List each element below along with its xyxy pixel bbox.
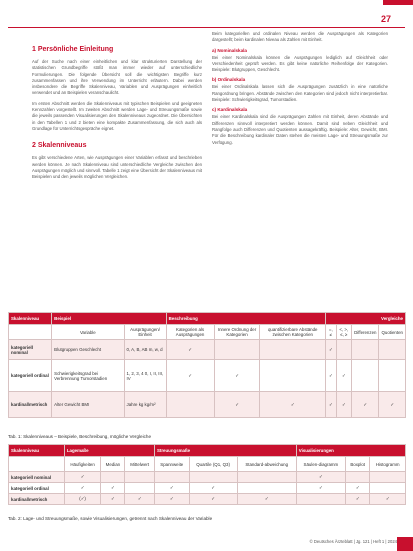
table-1 <box>8 312 406 418</box>
t2-head-skala: Skalenniveau <box>9 445 65 457</box>
right-intro: Beim kategoriellen und ordinalen Niveau werden die Ausprägungen als Kategorien dargestellt; beim kardinalen Niveau als Zahlen mit Einheit. <box>212 31 388 43</box>
t1-sub-innere: Innere Ordnung der Kategorien <box>214 325 260 340</box>
t2-head-streu: Streuungsmaße <box>154 445 296 457</box>
t1-head-beschreibung: Beschreibung <box>166 313 325 325</box>
t2-sub-haeufig: Häufigkeiten <box>64 457 101 472</box>
table-row: kategoriell nominal Blutgruppen Geschlecht 0, A, B, AB m, w, d ✓ ✓ <box>9 340 406 360</box>
t2-sub-median: Median <box>101 457 125 472</box>
t1-sub-quantitativ: quantifizierbare Abstände zwischen Kategorien <box>260 325 326 340</box>
t2-sub-mittel: Mittelwert <box>125 457 155 472</box>
subsection-a-body: Bei einer Nominalskala können die Ausprägungen lediglich auf Gleichheit oder Verschiedenheit geprüft werden. Es gibt keine natürliche Reihenfolge der Kategorien. Beispiele: Blutgruppen, Geschlecht. <box>212 54 388 73</box>
section-1-paragraph-1: Auf der Suche nach einer einheitlichen und klar strukturierten Darstellung der statistischen Grundbegriffe stößt man immer wieder auf unterschiedliche Formulierungen. Die folgende Übersicht soll die wichtigsten Begriffe kurz zusammenfassen und ihre Verwendung im Unterricht erläutern. Dabei werden insbesondere die Begriffe Skalenniveau, Variablen und Ausprägungen einheitlich verwendet und an Beispielen veranschaulicht. <box>32 59 202 96</box>
table-row: kategoriell ordinal ✓ ✓ ✓ ✓ ✓ ✓ <box>9 483 406 494</box>
section-1-title: 1 Persönliche Einleitung <box>32 46 114 53</box>
t1-head-skala: Skalenniveau <box>9 313 52 325</box>
t1-head-beispiel: Beispiel <box>52 313 166 325</box>
left-column <box>32 46 202 184</box>
t1-sub-v3: Differenzen <box>352 325 379 340</box>
section-2-paragraph: Es gibt verschiedene Arten, wie Ausprägungen einer Variablen erfasst und beschrieben werden können. Je nach Skalenniveau sind unterschiedliche Vergleiche zwischen den Ausprägungen möglich und sinnvoll. Tabelle 1 zeigt eine Übersicht der Skalenniveaus mit Beispielen und den jeweils möglichen Vergleichen. <box>32 155 202 180</box>
top-bar <box>0 0 413 10</box>
section-2-title: 2 Skalenniveaus <box>32 142 87 150</box>
t1-sub-v4: Quotienten <box>379 325 406 340</box>
table-2 <box>8 444 406 505</box>
subsection-b-title: b) Ordinalskala <box>212 77 246 83</box>
t2-head-lage: Lagemaße <box>64 445 154 457</box>
table-row: kardinal/metrisch Alter Gewicht BMI Jahre kg kg/m² ✓ ✓ ✓ ✓ ✓ ✓ <box>9 392 406 418</box>
right-column <box>212 31 388 150</box>
red-corner-mark <box>383 0 413 5</box>
subsection-b-body: Bei einer Ordinalskala lassen sich die Ausprägungen zusätzlich in eine natürliche Rangordnung bringen. Abstände zwischen den Kategorien sind jedoch nicht interpretierbar. Beispiele: Schwierigkeitsgrad, Tumorstadien. <box>212 84 388 103</box>
t2-sub-spann: Spannweite <box>154 457 189 472</box>
t2-sub-stdabw: Standard-abweichung <box>237 457 296 472</box>
t2-head-visual: Visualisierungen <box>296 445 405 457</box>
header-rule <box>8 27 405 28</box>
t1-sub-v2: <, >, ≤, ≥ <box>336 325 352 340</box>
table-row: kardinal/metrisch (✓) ✓ ✓ ✓ ✓ ✓ ✓ ✓ <box>9 494 406 505</box>
table-1-caption: Tab. 1: Skalenniveaus – Beispiele, Beschreibung, mögliche Vergleiche <box>8 434 152 439</box>
footer-red-bar <box>397 537 413 551</box>
t1-head-vergleiche: Vergleiche <box>325 313 405 325</box>
t1-sub-kategorien: Kategorien als Ausprägungen <box>166 325 214 340</box>
t1-sub-variable: Variable <box>52 325 124 340</box>
table-row: kategoriell nominal ✓ ✓ <box>9 472 406 483</box>
subsection-a-title: a) Nominalskala <box>212 47 247 53</box>
table-row: kategoriell ordinal Schwierigkeitsgrad bei Verbrennung Tumorstadien 1, 2, 3, 4 0, I, II, III, IV ✓ ✓ ✓ ✓ <box>9 360 406 392</box>
t2-sub-quartil: Quartile (Q1, Q3) <box>189 457 237 472</box>
t1-sub-v1: =, ≠ <box>325 325 336 340</box>
subsection-c-body: Bei einer Kardinalskala sind die Ausprägungen Zahlen mit Einheit, deren Abstände und Differenzen sinnvoll interpretiert werden können. Damit sind neben Gleichheit und Rangfolge auch Differenzen und Quotienten aussagekräftig. Beispiele: Alter, Gewicht, BMI. Für die Beschreibung kardinaler Daten stehen die meisten Lage- und Streuungsmaße zur Verfügung. <box>212 114 388 145</box>
table-2-caption: Tab. 2: Lage- und Streuungsmaße, sowie Visualisierungen, getrennt nach Skalenniveau der Variable <box>8 516 213 521</box>
section-1-paragraph-2: Im ersten Abschnitt werden die Skalenniveaus mit typischen Beispielen und geeigneten Kennzahlen vorgestellt. Im zweiten Abschnitt werden Lage- und Streuungsmaße sowie die jeweils passenden Visualisierungen den Skalenniveaus zugeordnet. Die Übersichten in den Tabellen 1 und 2 bieten eine kompakte Zusammenfassung, die sich auch als Grundlage für Unterrichtsgespräche eignet. <box>32 100 202 131</box>
t2-sub-histo: Histogramm <box>370 457 406 472</box>
page-number: 27 <box>380 14 391 24</box>
t1-sub-auspraegung: Ausprägungen/ Einheit <box>124 325 166 340</box>
t2-sub-boxplot: Boxplot <box>345 457 369 472</box>
footer-text: © Deutsches Ärzteblatt | Jg. 121 | Heft 1 | 2024 <box>309 539 397 544</box>
subsection-c-title: c) Kardinalskala <box>212 107 248 113</box>
t2-sub-saeulen: Säulen-diagramm <box>296 457 345 472</box>
